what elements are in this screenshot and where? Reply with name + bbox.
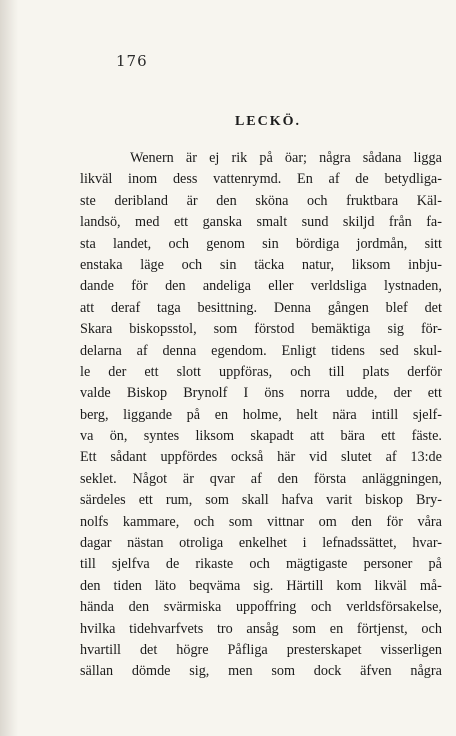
word: den <box>165 278 186 295</box>
word: taga <box>157 299 181 316</box>
word: ett <box>138 492 153 509</box>
word: nolfs <box>80 513 109 530</box>
word: sin <box>219 256 237 273</box>
word: ett <box>381 428 396 445</box>
text-line <box>80 276 442 297</box>
word: särdeles <box>80 492 126 509</box>
word: Något <box>132 470 168 487</box>
word: norra <box>300 385 331 402</box>
text-line <box>80 341 442 362</box>
word: personer <box>363 556 413 573</box>
page-number: 176 <box>116 52 148 70</box>
word: rikaste <box>195 556 234 573</box>
word: här <box>277 449 296 466</box>
word: ste <box>80 192 96 209</box>
word: men <box>228 663 253 680</box>
word: och <box>421 620 442 637</box>
word: inbju- <box>408 256 442 273</box>
word: uppföras, <box>219 363 273 380</box>
word: rum, <box>165 492 193 509</box>
text-line <box>80 469 442 490</box>
text-line <box>80 490 442 511</box>
word: skall <box>241 492 269 509</box>
word: egendom. <box>211 342 267 359</box>
word: holme, <box>242 406 282 423</box>
word: smalt <box>256 214 288 231</box>
text-line <box>80 405 442 426</box>
word: visserligen <box>380 641 442 658</box>
word: från <box>388 214 412 231</box>
word: sig, <box>189 663 210 680</box>
text-line <box>80 212 442 233</box>
word: de <box>165 556 180 573</box>
word: skapadt <box>250 428 294 445</box>
word: kom <box>336 577 362 594</box>
word: enstaka <box>80 256 123 273</box>
word: ganska <box>202 214 242 231</box>
word: vittnar <box>267 513 305 530</box>
word: må- <box>419 577 442 594</box>
word: en <box>329 620 344 637</box>
word: le <box>80 363 91 380</box>
word: sköna <box>255 192 289 209</box>
word: dande <box>80 278 114 295</box>
word: biskopsstol, <box>129 321 197 338</box>
word: Påfliga <box>227 641 268 658</box>
word: bördiga <box>295 235 340 252</box>
word: svärmiska <box>163 599 222 616</box>
word: mägtigaste <box>285 556 348 573</box>
word: verldsförsakelse, <box>346 599 442 616</box>
word: till <box>328 363 345 380</box>
word: skul- <box>413 342 442 359</box>
word: der <box>108 363 127 380</box>
word: af <box>136 342 148 359</box>
word: deraf <box>111 299 141 316</box>
word: som <box>271 663 295 680</box>
body-text <box>80 148 442 683</box>
word: landsö, <box>80 214 121 231</box>
word: af <box>385 449 397 466</box>
word: tidehvarfvets <box>129 620 204 637</box>
word: intill <box>371 406 399 423</box>
page-spine-shadow <box>0 0 18 736</box>
word: lefnadssättet, <box>322 535 397 552</box>
word: uppfördes <box>160 449 218 466</box>
word: också <box>231 449 264 466</box>
word: hvar- <box>412 535 442 552</box>
word: tro <box>216 620 233 637</box>
word: fa- <box>426 214 442 231</box>
word: qvar <box>209 470 235 487</box>
word: skiljd <box>342 214 375 231</box>
word: att <box>80 299 95 316</box>
word: och <box>311 599 332 616</box>
word: Wenern <box>130 150 174 166</box>
word: ett <box>427 385 442 402</box>
word: det <box>139 641 158 658</box>
word: eller <box>268 278 294 295</box>
word: förtjenst, <box>356 620 408 637</box>
word: en <box>214 406 229 423</box>
word: Enligt <box>281 342 317 359</box>
word: sjelf- <box>412 406 442 423</box>
word: slott <box>176 363 202 380</box>
word: Denna <box>273 299 311 316</box>
word: det <box>424 299 442 316</box>
word: En <box>297 171 313 188</box>
word: nästan <box>127 535 164 552</box>
word: med <box>135 214 160 231</box>
word: till <box>80 556 96 573</box>
text-line <box>80 661 442 682</box>
word: Käl- <box>416 192 442 209</box>
word: förstod <box>254 321 295 338</box>
word: kammare, <box>122 513 180 530</box>
word: ön, <box>109 428 128 445</box>
word: de <box>355 171 369 188</box>
word: den <box>80 577 101 594</box>
word: Skara <box>80 321 113 338</box>
text-line <box>80 597 442 618</box>
word: tidens <box>331 342 365 359</box>
word: vid <box>309 449 328 466</box>
word: hvilka <box>80 620 116 637</box>
word: våra <box>417 513 442 530</box>
word: öns <box>264 385 285 402</box>
word: dagar <box>80 535 112 552</box>
word: på <box>428 556 442 573</box>
word: som <box>213 321 238 338</box>
word: i <box>302 535 307 552</box>
word: hända <box>80 599 114 616</box>
word: dömde <box>131 663 171 680</box>
word: likväl <box>374 577 407 594</box>
word: och <box>181 256 203 273</box>
word: den <box>277 470 299 487</box>
word: några <box>410 663 442 680</box>
word: sund <box>301 214 329 231</box>
word: att <box>310 428 325 445</box>
text-line <box>80 255 442 276</box>
word: jordmån, <box>356 235 408 252</box>
word: och <box>168 235 189 252</box>
word: af <box>250 470 262 487</box>
word: äfven <box>360 663 392 680</box>
word: liggande <box>123 406 172 423</box>
word: tiden <box>113 577 142 594</box>
text-line <box>80 533 442 554</box>
word: om <box>318 513 337 530</box>
word: täcka <box>254 256 285 273</box>
text-line <box>80 576 442 597</box>
word: ett <box>144 363 159 380</box>
text-line <box>80 148 442 169</box>
word: sådant <box>110 449 147 466</box>
chapter-heading: LECKÖ. <box>234 114 302 129</box>
text-line <box>80 426 442 447</box>
word: verldsliga <box>310 278 367 295</box>
text-line <box>80 169 442 190</box>
word: seklet. <box>80 470 117 487</box>
word: derför <box>407 363 442 380</box>
word: I <box>243 385 249 402</box>
word: der <box>393 385 412 402</box>
word: den <box>128 599 150 616</box>
word: läge <box>140 256 164 273</box>
word: för <box>386 513 403 530</box>
word: och <box>307 192 328 209</box>
word: och <box>249 556 270 573</box>
word: sådana <box>362 150 402 166</box>
word: inom <box>128 171 158 188</box>
word: är <box>186 192 198 209</box>
text-line <box>80 447 442 468</box>
word: sed <box>379 342 399 359</box>
word: första <box>313 470 347 487</box>
word: den <box>216 192 237 209</box>
word: den <box>351 513 372 530</box>
text-line <box>80 362 442 383</box>
word: berg, <box>80 406 109 423</box>
word: Biskop <box>126 385 168 402</box>
word: dess <box>172 171 198 188</box>
word: ansåg <box>246 620 279 637</box>
word: natur, <box>301 256 334 273</box>
word: rik <box>231 150 248 166</box>
word: Ett <box>80 449 97 466</box>
word: liksom <box>195 428 235 445</box>
word: och <box>290 363 311 380</box>
word: liksom <box>351 256 391 273</box>
word: fruktbara <box>346 192 399 209</box>
word: dock <box>313 663 342 680</box>
text-line <box>80 319 442 340</box>
word: är <box>185 150 197 166</box>
word: för <box>131 278 148 295</box>
word: sällan <box>80 663 114 680</box>
text-line <box>80 640 442 661</box>
word: Härtill <box>286 577 324 594</box>
word: ej <box>209 150 220 166</box>
word: helt <box>296 406 318 423</box>
word: besittning. <box>197 299 258 316</box>
text-line <box>80 619 442 640</box>
word: varit <box>326 492 353 509</box>
word: som <box>228 513 253 530</box>
word: bemäktiga <box>311 321 371 338</box>
word: gången <box>327 299 369 316</box>
word: blef <box>385 299 408 316</box>
word: på <box>186 406 201 423</box>
word: bära <box>340 428 365 445</box>
word: beqväma <box>189 577 241 594</box>
text-line <box>80 191 442 212</box>
word: 13:de <box>410 449 442 466</box>
word: landet, <box>113 235 152 252</box>
word: valde <box>80 385 111 402</box>
text-line <box>80 383 442 404</box>
word: sig. <box>253 577 274 594</box>
word: ligga <box>413 150 442 166</box>
word: va <box>80 428 94 445</box>
word: nära <box>332 406 357 423</box>
word: som <box>292 620 317 637</box>
word: af <box>328 171 340 188</box>
word: deribland <box>114 192 168 209</box>
word: andeliga <box>202 278 251 295</box>
word: på <box>259 150 273 166</box>
word: sjelfva <box>111 556 150 573</box>
word: och <box>193 513 215 530</box>
word: för- <box>420 321 442 338</box>
word: denna <box>162 342 197 359</box>
text-line <box>80 554 442 575</box>
word: uppoffring <box>235 599 297 616</box>
word: Brynolf <box>183 385 228 402</box>
word: sta <box>80 235 96 252</box>
text-line <box>80 234 442 255</box>
word: sin <box>262 235 279 252</box>
word: läto <box>154 577 177 594</box>
word: några <box>319 150 351 166</box>
word: slutet <box>341 449 372 466</box>
word: delarna <box>80 342 122 359</box>
word: hafva <box>281 492 314 509</box>
word: sig <box>387 321 404 338</box>
word: lystnaden, <box>384 278 442 295</box>
word: enkelhet <box>238 535 287 552</box>
word: likväl <box>80 171 113 188</box>
word: syntes <box>143 428 180 445</box>
text-line <box>80 298 442 319</box>
word: Bry- <box>415 492 442 509</box>
word: sitt <box>424 235 442 252</box>
word: betydliga- <box>384 171 442 188</box>
word: är <box>182 470 194 487</box>
word: biskop <box>365 492 403 509</box>
word: som <box>205 492 229 509</box>
word: ett <box>173 214 189 231</box>
text-line <box>80 512 442 533</box>
word: hvartill <box>80 641 121 658</box>
word: fäste. <box>411 428 442 445</box>
word: plats <box>362 363 390 380</box>
word: anläggningen, <box>362 470 442 487</box>
word: udde, <box>346 385 378 402</box>
word: vattenrymd. <box>213 171 282 188</box>
word: genom <box>206 235 245 252</box>
word: otroliga <box>179 535 224 552</box>
word: högre <box>176 641 209 658</box>
word: öar; <box>284 150 307 166</box>
word: presterskapet <box>286 641 362 658</box>
